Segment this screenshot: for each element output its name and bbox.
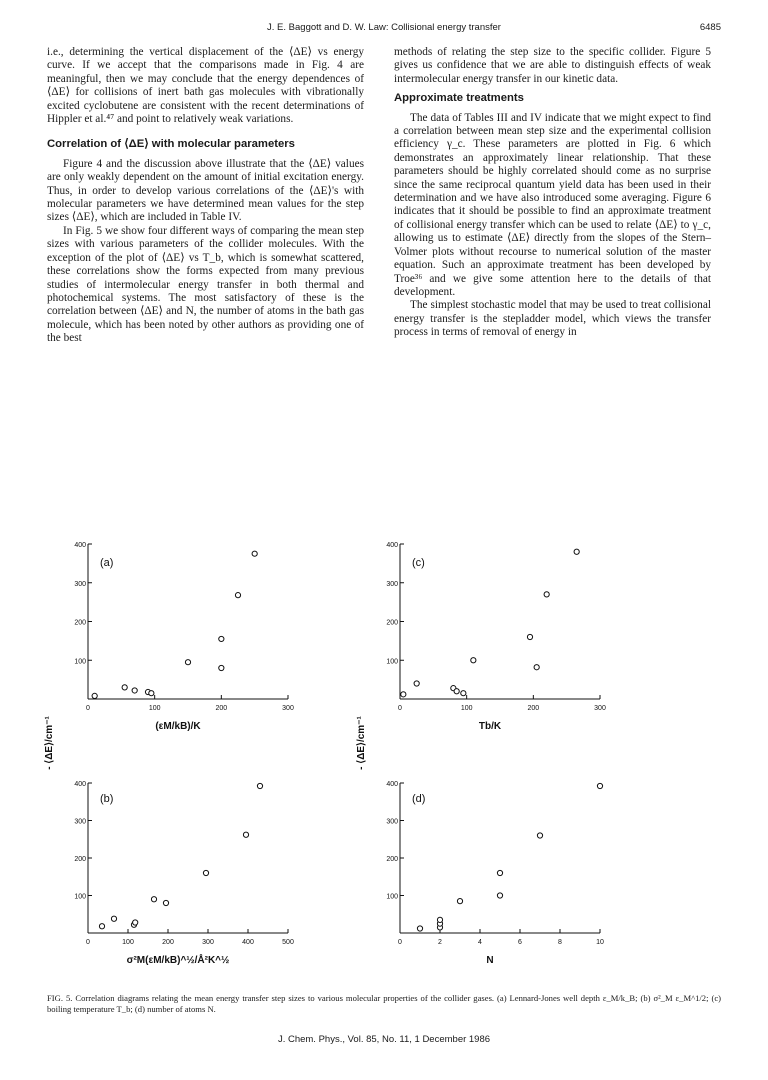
x-tick-label: 100 (122, 939, 134, 946)
x-tick-label: 6 (518, 939, 522, 946)
x-tick-label: 0 (86, 705, 90, 712)
section-heading-correlation: Correlation of ⟨ΔE⟩ with molecular parameters (47, 138, 295, 151)
left-paragraph-1: i.e., determining the vertical displacement of the ⟨ΔE⟩ vs energy curve. If we accept that the comparisons made in Fig. 4 are meaningful, then we may conclude that the energy dependences of ⟨ΔE⟩ for collisions of inert bath gas molecules with vibrationally excited cyclobutene are consistent with the recent determinations of Hippler et al.⁴⁷ and point to relatively weak variations. (47, 46, 364, 126)
x-axis-label: (εM/kB)/K (155, 721, 201, 732)
right-paragraph-2: The data of Tables III and IV indicate that we might expect to find a correlation between mean step size and the experimental collision efficiency γ_c. These parameters are plotted in Fig. 6 which demonstrates an approximately linear relationship. That these parameters should be highly correlated should come as no surprise since the same reciprocal quantum yield data has been used in their determination and we have also introduced some averaging. Figure 6 indicates that it should be possible to find an approximate treatment of collisional energy transfer which can be used to relate ⟨ΔE⟩ to γ_c, allowing us to estimate ⟨ΔE⟩ directly from the slopes of the Stern–Volmer plots without recourse to numerical solution of the master equation. Such an approximate treatment has been developed by Troe³⁶ and we give some attention here to the details of that development. (394, 111, 711, 298)
data-point (132, 688, 137, 693)
x-tick-label: 200 (527, 705, 540, 712)
y-tick-label: 200 (386, 856, 398, 863)
x-axis-label: σ²M(εM/kB)^½/Å²K^½ (126, 955, 230, 966)
data-point (219, 665, 224, 670)
x-tick-label: 100 (148, 705, 161, 712)
journal-footer: J. Chem. Phys., Vol. 85, No. 11, 1 December 1986 (277, 1034, 491, 1045)
panel-label: (a) (100, 557, 114, 569)
left-column (47, 46, 364, 346)
scatter-panel-4 (386, 781, 604, 966)
y-axis-label-right: - ⟨ΔE⟩/cm⁻¹ (356, 716, 367, 770)
y-tick-label: 100 (74, 893, 86, 901)
x-tick-label: 0 (398, 705, 402, 712)
x-tick-label: 300 (594, 705, 606, 712)
page-number: 6485 (699, 22, 721, 33)
scatter-panel-2 (74, 781, 294, 966)
data-point (111, 916, 116, 921)
data-point (454, 689, 459, 694)
y-tick-label: 400 (386, 542, 398, 549)
data-point (537, 833, 542, 838)
x-tick-label: 8 (558, 939, 562, 946)
y-tick-label: 300 (74, 818, 86, 826)
data-point (235, 593, 240, 598)
x-tick-label: 100 (460, 705, 473, 712)
right-paragraph-3: The simplest stochastic model that may be used to treat collisional energy transfer is the stepladder model, which views the transfer process in terms of removal of energy in (394, 299, 711, 339)
x-tick-label: 0 (398, 939, 402, 946)
data-point (471, 658, 476, 663)
scatter-panel-1 (74, 542, 294, 732)
running-title: J. E. Baggott and D. W. Law: Collisional energy transfer (267, 22, 501, 33)
section-heading-approximate: Approximate treatments (394, 92, 524, 105)
y-tick-label: 100 (386, 658, 398, 666)
data-point (203, 870, 208, 875)
data-point (437, 917, 442, 922)
data-point (527, 634, 532, 639)
data-point (534, 665, 539, 670)
x-tick-label: 0 (86, 939, 90, 946)
x-tick-label: 2 (438, 939, 442, 946)
data-point (574, 549, 579, 554)
x-tick-label: 300 (282, 705, 294, 712)
x-tick-label: 200 (215, 705, 228, 712)
data-point (133, 920, 138, 925)
y-tick-label: 200 (386, 619, 398, 627)
x-tick-label: 4 (478, 939, 482, 946)
right-column (394, 46, 711, 340)
data-point (457, 899, 462, 904)
y-tick-label: 300 (386, 580, 398, 588)
data-point (497, 870, 502, 875)
left-paragraph-3: In Fig. 5 we show four different ways of comparing the mean step sizes with various parameters of the collider molecules. With the exception of the plot of ⟨ΔE⟩ vs T_b, which is somewhat scattered, these correlations show the forms expected from many previous studies of intermolecular energy transfer in both thermal and photochemical systems. The most satisfactory of these is the correlation between ⟨ΔE⟩ and N, the number of atoms in the bath gas molecule, which has been noted by other authors as providing one of the best (47, 224, 364, 345)
data-point (544, 592, 549, 597)
x-tick-label: 300 (202, 939, 214, 946)
y-tick-label: 300 (386, 818, 398, 826)
x-tick-label: 10 (596, 939, 604, 946)
data-point (257, 783, 262, 788)
data-point (151, 897, 156, 902)
y-tick-label: 100 (74, 658, 86, 666)
panel-label: (d) (412, 793, 426, 805)
x-tick-label: 500 (282, 939, 294, 946)
right-paragraph-1: methods of relating the step size to the specific collider. Figure 5 gives us confidence that we are able to distinguish effects of weak intermolecular energy transfer in our kinetic data. (394, 46, 711, 85)
y-tick-label: 100 (386, 893, 398, 901)
data-point (461, 691, 466, 696)
left-paragraph-2: Figure 4 and the discussion above illustrate that the ⟨ΔE⟩ values are only weakly dependent on the amount of initial excitation energy. Thus, in order to develop various correlations of the ⟨ΔE⟩'s with molecular parameters we have determined mean values for the step sizes ⟨ΔE⟩, which are included in Table IV. (47, 157, 364, 224)
data-point (401, 692, 406, 697)
data-point (252, 551, 257, 556)
y-tick-label: 300 (74, 580, 86, 588)
y-tick-label: 200 (74, 856, 86, 863)
running-header (0, 22, 768, 36)
data-point (497, 893, 502, 898)
data-point (92, 693, 97, 698)
data-point (243, 832, 248, 837)
data-point (185, 660, 190, 665)
x-tick-label: 400 (242, 939, 254, 946)
x-axis-label: N (486, 955, 494, 966)
y-tick-label: 400 (386, 781, 398, 788)
data-point (122, 685, 127, 690)
data-point (417, 926, 422, 931)
figure-5 (30, 528, 730, 983)
y-tick-label: 200 (74, 619, 86, 627)
scatter-panel-3 (386, 542, 606, 732)
y-tick-label: 400 (74, 781, 86, 788)
figure-caption: FIG. 5. Correlation diagrams relating the mean energy transfer step sizes to various molecular properties of the collider gases. (a) Lennard-Jones well depth ε_M/k_B; (b) σ²_M ε_M^1/2; (c) boiling temperature T_b; (d) number of atoms N. (47, 993, 721, 1014)
y-axis-label-left: - ⟨ΔE⟩/cm⁻¹ (44, 716, 55, 770)
y-tick-label: 400 (74, 542, 86, 549)
data-point (99, 924, 104, 929)
data-point (219, 636, 224, 641)
x-tick-label: 200 (162, 939, 174, 946)
data-point (597, 783, 602, 788)
data-point (414, 681, 419, 686)
x-axis-label: Tb/K (478, 721, 502, 732)
data-point (163, 900, 168, 905)
panel-label: (b) (100, 793, 114, 805)
figure-5-plots (30, 528, 730, 983)
data-point (149, 691, 154, 696)
panel-label: (c) (412, 557, 425, 569)
